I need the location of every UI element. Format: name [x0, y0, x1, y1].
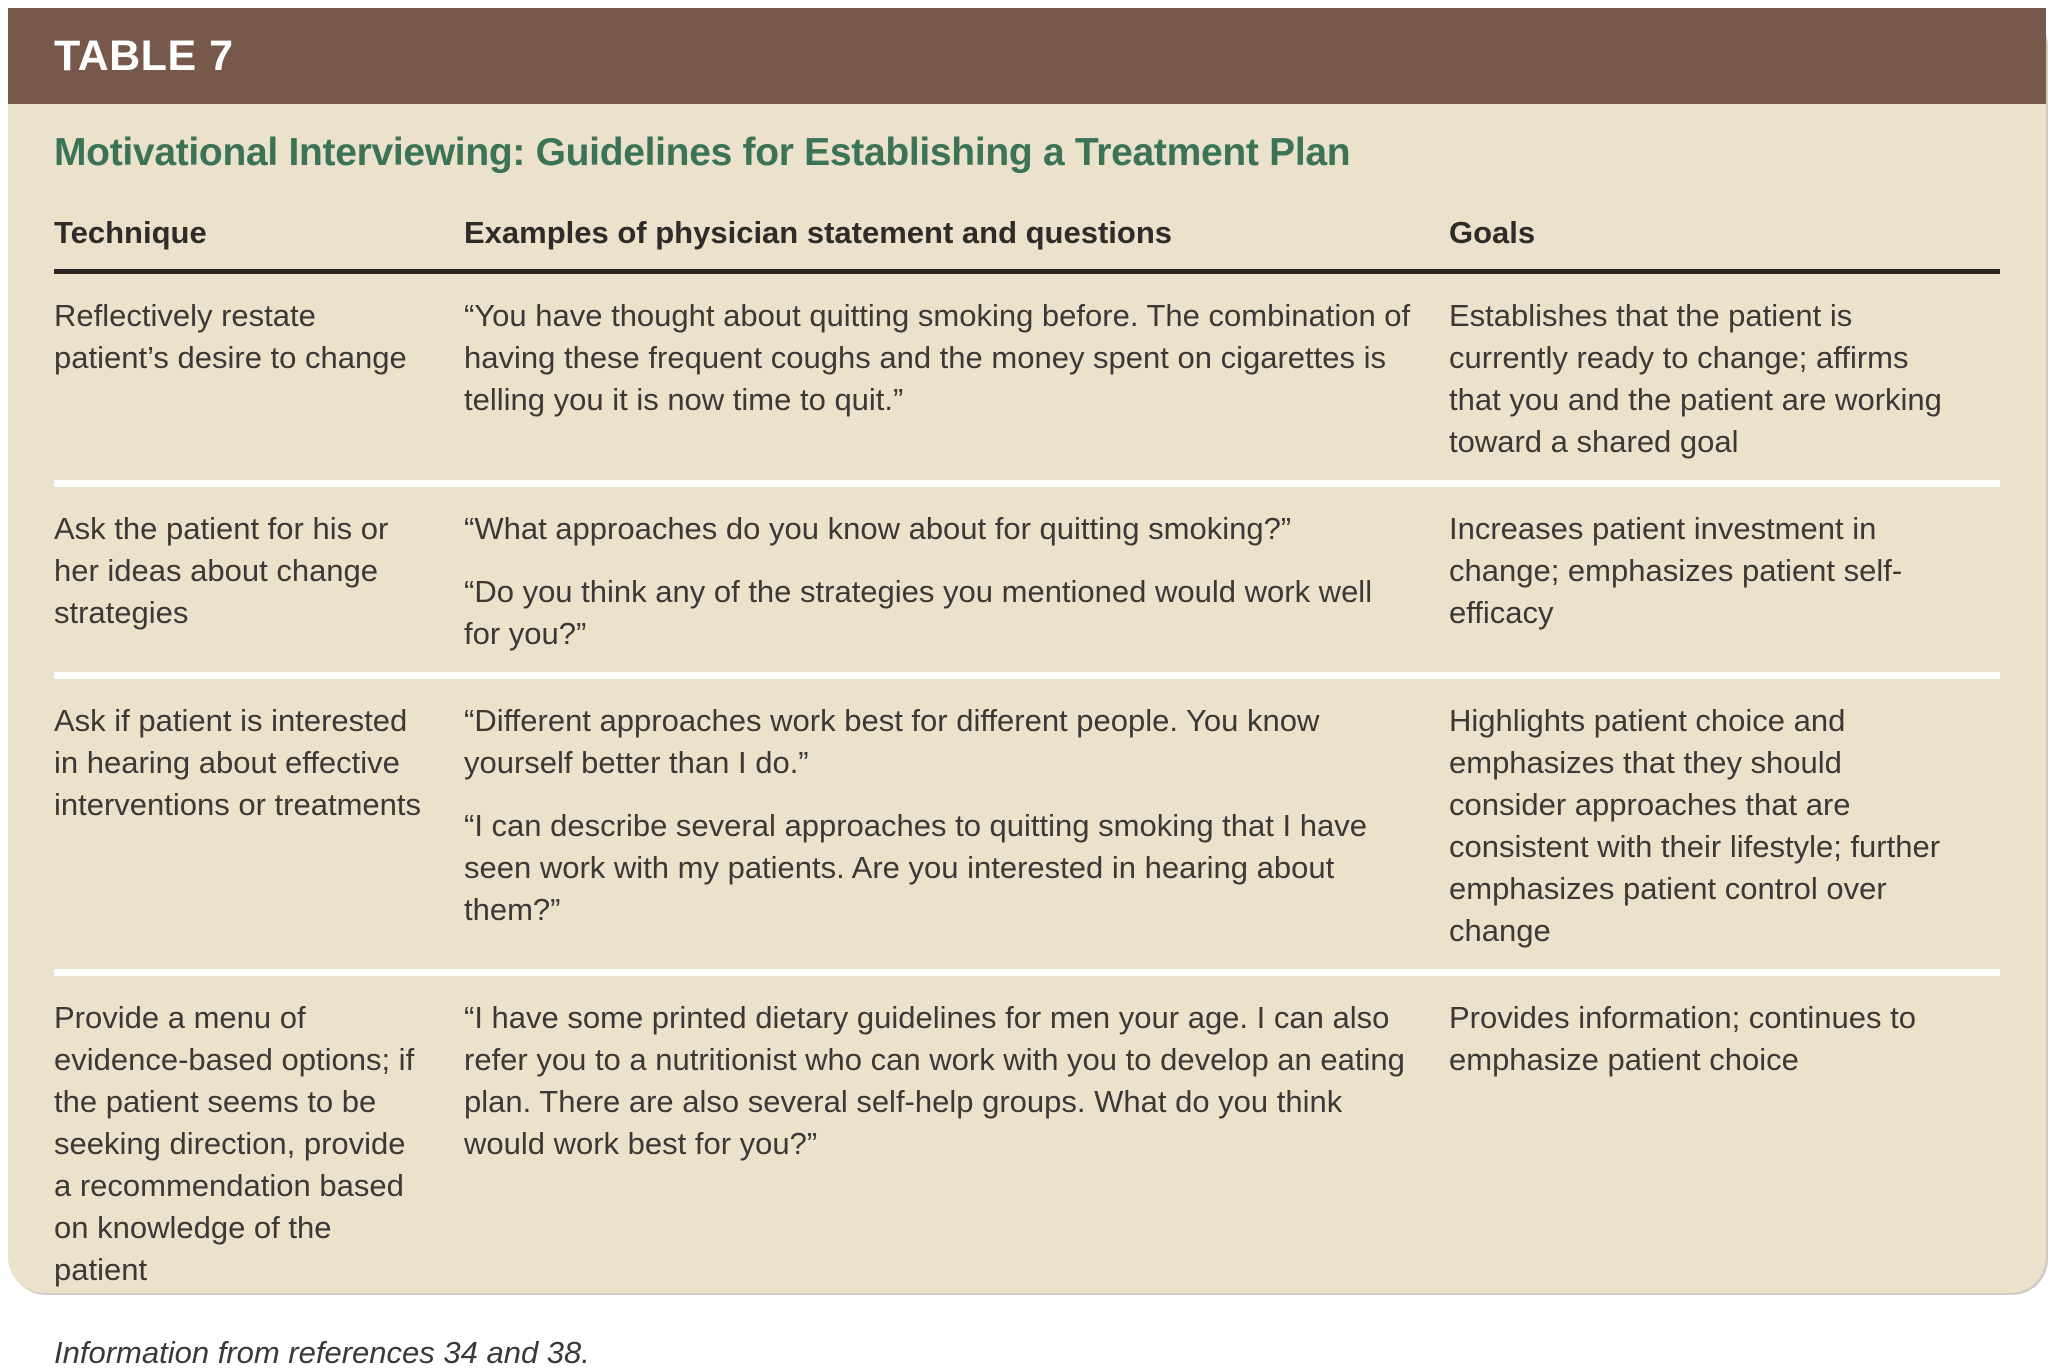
technique-text: Ask the patient for his or her ideas about change strategies — [54, 511, 389, 630]
goals-text: Provides information; continues to emphasize patient choice — [1449, 1000, 1916, 1077]
table-row — [54, 274, 2000, 480]
table-row — [54, 969, 2000, 1308]
example-paragraph: “Do you think any of the strategies you mentioned would work well for you?” — [464, 574, 1373, 651]
table-header-bar — [8, 8, 2046, 104]
goals-text: Highlights patient choice and emphasizes that they should consider approaches that are consistent with their lifestyle; further emphasizes patient control over change — [1449, 703, 1941, 948]
column-header-examples: Examples of physician statement and questions — [464, 215, 1173, 250]
examples-cell — [464, 508, 1449, 655]
technique-cell — [54, 295, 464, 463]
goals-text: Increases patient investment in change; emphasizes patient self-efficacy — [1449, 511, 1903, 630]
technique-text: Ask if patient is interested in hearing about effective interventions or treatments — [54, 703, 422, 822]
example-paragraph: “Different approaches work best for different people. You know yourself better than I do.” — [464, 703, 1320, 780]
footnote: Information from references 34 and 38. — [54, 1335, 590, 1370]
example-paragraph: “You have thought about quitting smoking before. The combination of having these frequent coughs and the money spent on cigarettes is telling you it is now time to quit.” — [464, 298, 1411, 417]
table-row — [54, 672, 2000, 969]
goals-cell — [1449, 997, 2000, 1291]
column-header-goals: Goals — [1449, 215, 1536, 250]
technique-cell — [54, 997, 464, 1291]
table-label: TABLE 7 — [54, 31, 234, 80]
example-paragraph: “What approaches do you know about for quitting smoking?” — [464, 511, 1292, 546]
examples-cell — [464, 997, 1449, 1291]
table-grid — [54, 175, 2000, 1371]
table-title: Motivational Interviewing: Guidelines for Establishing a Treatment Plan — [54, 131, 1351, 174]
goals-cell — [1449, 700, 2000, 952]
table-row — [54, 480, 2000, 672]
goals-cell — [1449, 508, 2000, 655]
example-paragraph: “I can describe several approaches to quitting smoking that I have seen work with my patients. Are you interested in hearing about them?” — [464, 808, 1367, 927]
footnote-row — [54, 1308, 2000, 1371]
technique-cell — [54, 508, 464, 655]
goals-cell — [1449, 295, 2000, 463]
technique-text: Reflectively restate patient’s desire to change — [54, 298, 407, 375]
column-header-technique: Technique — [54, 215, 207, 250]
technique-cell — [54, 700, 464, 952]
technique-text: Provide a menu of evidence-based options; if the patient seems to be seeking direction, provide a recommendation based on knowledge of the patient — [54, 1000, 415, 1287]
examples-cell — [464, 295, 1449, 463]
table-column-headers — [54, 175, 2000, 274]
examples-cell — [464, 700, 1449, 952]
example-paragraph: “I have some printed dietary guidelines for men your age. I can also refer you to a nutritionist who can work with you to develop an eating plan. There are also several self-help groups. What do you think would work best for you?” — [464, 1000, 1405, 1161]
goals-text: Establishes that the patient is currently ready to change; affirms that you and the patient are working toward a shared goal — [1449, 298, 1942, 459]
table-card — [8, 8, 2046, 1370]
table-content — [8, 131, 2046, 1371]
